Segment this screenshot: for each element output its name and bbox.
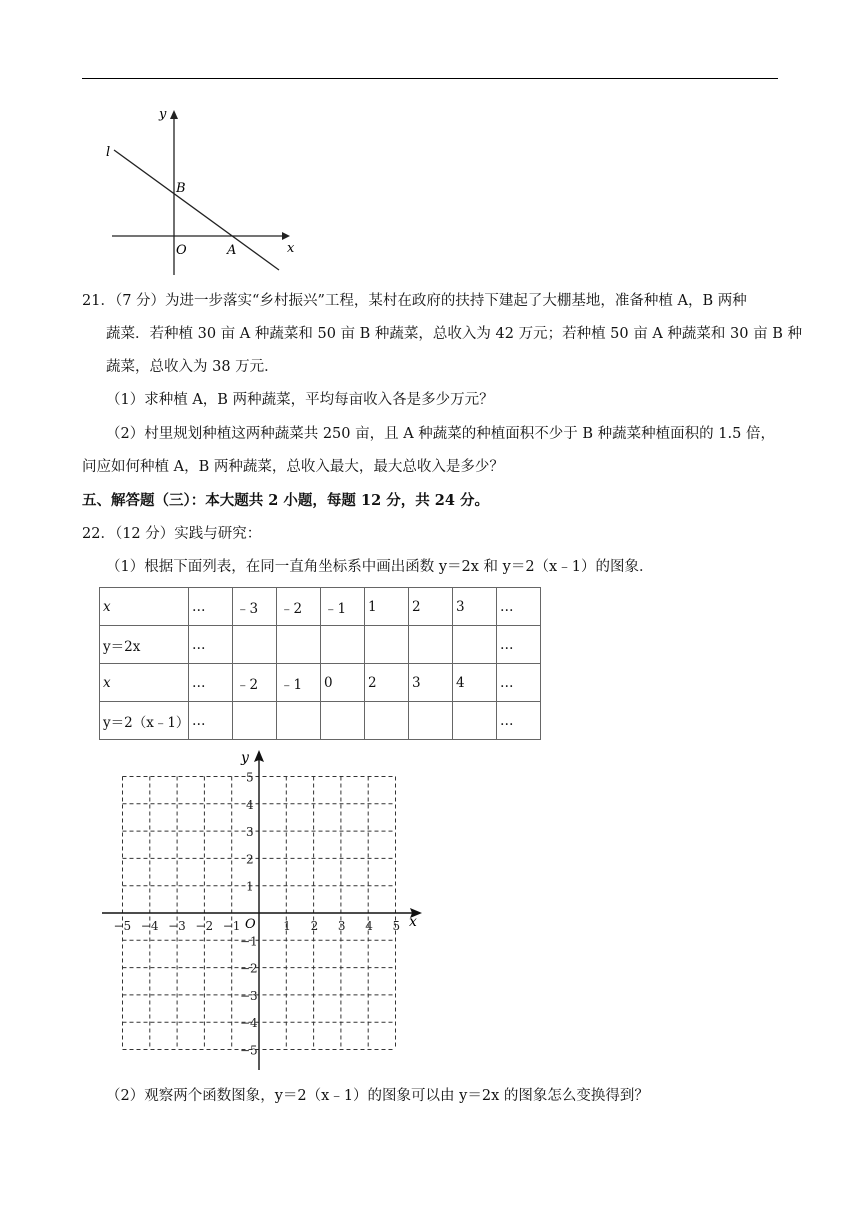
o-label: O <box>176 243 187 258</box>
x-axis-label: x <box>409 914 417 930</box>
values-table <box>99 587 541 740</box>
table-cell: 1 <box>365 588 409 626</box>
coordinate-grid <box>98 745 428 1075</box>
table-cell: … <box>189 664 233 702</box>
table-cell: … <box>189 588 233 626</box>
y-tick-label: −1 <box>240 934 258 949</box>
line-graph-figure <box>96 100 296 280</box>
answer-cell[interactable] <box>233 702 277 740</box>
table-cell: x <box>100 664 189 702</box>
q21-part1: （1）求种植 A，B 两种蔬菜，平均每亩收入各是多少万元？ <box>106 392 494 408</box>
table-row <box>100 702 541 740</box>
q22-part2: （2）观察两个函数图象，y＝2（x﹣1）的图象可以由 y＝2x 的图象怎么变换得到？ <box>106 1088 649 1104</box>
y-tick-label: −3 <box>240 988 258 1003</box>
q22-part1: （1）根据下面列表，在同一直角坐标系中画出函数 y＝2x 和 y＝2（x﹣1）的图象． <box>106 559 654 575</box>
x-tick-label: 3 <box>337 919 346 933</box>
y-tick-label: 4 <box>246 797 254 812</box>
x-tick-label: 4 <box>365 919 373 933</box>
x-tick-label: −1 <box>222 919 241 933</box>
y-tick-label: 2 <box>246 852 254 867</box>
q21-line3: 蔬菜，总收入为 38 万元． <box>106 359 279 375</box>
table-cell: x <box>100 588 189 626</box>
table-cell: ﹣3 <box>233 588 277 626</box>
table-cell: 3 <box>409 664 453 702</box>
table-cell: … <box>497 626 541 664</box>
answer-cell[interactable] <box>365 702 409 740</box>
table-cell: … <box>497 588 541 626</box>
answer-cell[interactable] <box>409 702 453 740</box>
table-cell: 0 <box>321 664 365 702</box>
x-tick-label: −5 <box>113 919 132 933</box>
q21-part2b: 问应如何种植 A，B 两种蔬菜，总收入最大，最大总收入是多少？ <box>82 459 504 475</box>
x-tick-label: −2 <box>195 919 214 933</box>
table-cell: ﹣1 <box>277 664 321 702</box>
table-cell: 3 <box>453 588 497 626</box>
answer-cell[interactable] <box>233 626 277 664</box>
answer-cell[interactable] <box>277 626 321 664</box>
y-axis-label: y <box>241 750 249 766</box>
table-cell: y＝2（x﹣1） <box>100 702 189 740</box>
y-tick-label: −2 <box>240 961 258 976</box>
table-cell: ﹣1 <box>321 588 365 626</box>
answer-cell[interactable] <box>409 626 453 664</box>
x-tick-label: −3 <box>168 919 186 933</box>
y-tick-label: 5 <box>246 770 254 785</box>
q21-line2: 蔬菜．若种植 30 亩 A 种蔬菜和 50 亩 B 种蔬菜，总收入为 42 万元；若种植 50 亩 A 种蔬菜和 30 亩 B 种 <box>106 326 802 342</box>
q22-title: 22．（12 分）实践与研究： <box>82 526 262 542</box>
table-row <box>100 626 541 664</box>
l-label: l <box>106 145 111 160</box>
table-cell: … <box>189 626 233 664</box>
y-tick-label: −4 <box>240 1016 258 1031</box>
table-cell: 2 <box>365 664 409 702</box>
x-tick-label: 1 <box>283 919 291 933</box>
table-cell: y＝2x <box>100 626 189 664</box>
answer-cell[interactable] <box>321 626 365 664</box>
y-tick-label: −5 <box>240 1043 258 1058</box>
x-tick-label: 5 <box>392 919 401 933</box>
x-tick-label: −4 <box>140 919 159 933</box>
y-tick-label: 1 <box>246 879 254 894</box>
q21-line1: 21．（7 分）为进一步落实“乡村振兴”工程，某村在政府的扶持下建起了大棚基地，准备种植 A，B 两种 <box>82 293 747 309</box>
origin-label: O <box>245 917 256 932</box>
table-row <box>100 588 541 626</box>
table-cell: … <box>497 702 541 740</box>
table-row <box>100 664 541 702</box>
table-cell: ﹣2 <box>233 664 277 702</box>
table-cell: … <box>189 702 233 740</box>
answer-cell[interactable] <box>453 626 497 664</box>
answer-cell[interactable] <box>453 702 497 740</box>
table-cell: ﹣2 <box>277 588 321 626</box>
x-tick-label: 2 <box>310 919 319 933</box>
answer-cell[interactable] <box>365 626 409 664</box>
b-label: B <box>176 181 186 196</box>
q21-part2a: （2）村里规划种植这两种蔬菜共 250 亩，且 A 种蔬菜的种植面积不少于 B 种蔬菜种植面积的 1.5 倍， <box>106 426 775 442</box>
answer-cell[interactable] <box>321 702 365 740</box>
a-label: A <box>227 243 237 258</box>
table-cell: 2 <box>409 588 453 626</box>
y-tick-label: 3 <box>246 825 254 840</box>
table-cell: … <box>497 664 541 702</box>
answer-cell[interactable] <box>277 702 321 740</box>
section-5-heading: 五、解答题（三）：本大题共 2 小题，每题 12 分，共 24 分。 <box>82 492 489 509</box>
y-label: y <box>159 107 167 122</box>
table-cell: 4 <box>453 664 497 702</box>
header-rule <box>82 78 778 79</box>
x-label: x <box>287 241 295 256</box>
